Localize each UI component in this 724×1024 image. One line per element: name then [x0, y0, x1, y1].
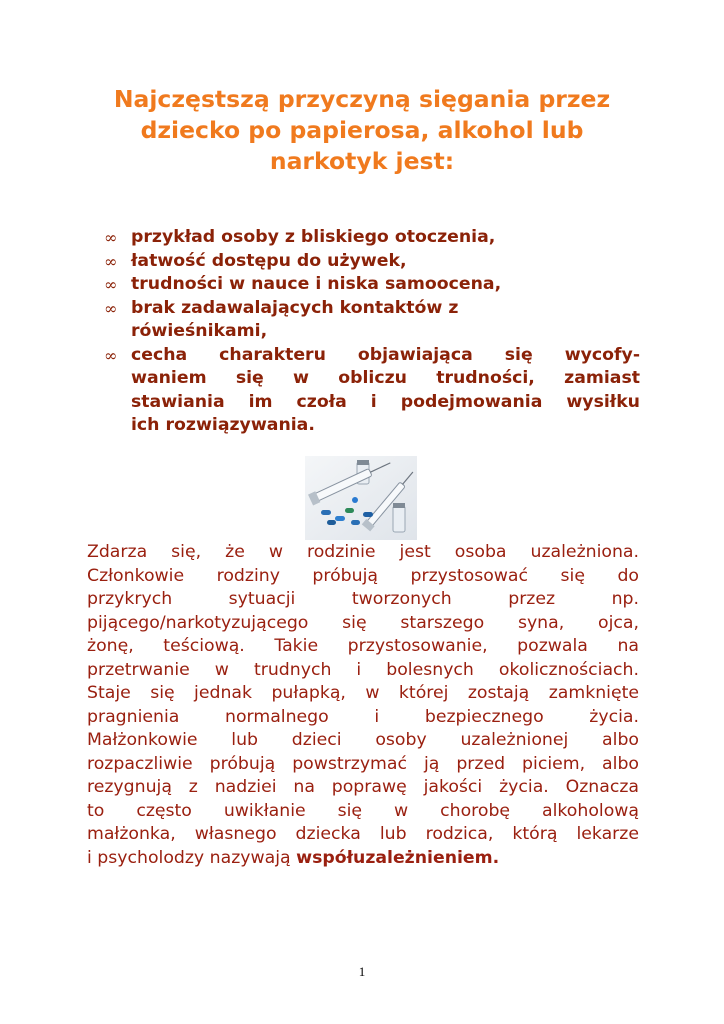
- paragraph-line: Zdarza się, że w rodzinie jest osoba uzależniona.: [87, 542, 639, 562]
- paragraph-line: żonę, teściową. Takie przystosowanie, pozwala na: [87, 636, 639, 656]
- list-item: [104, 344, 640, 438]
- paragraph-text: i psycholodzy nazywają: [87, 847, 297, 868]
- paragraph-last-line: [87, 847, 639, 871]
- list-item-text: cecha charakteru objawiająca się wycofy-: [131, 344, 640, 365]
- list-item-text: brak zadawalających kontaktów z: [131, 297, 459, 318]
- page-number: 1: [358, 964, 366, 979]
- infinity-bullet-icon: ∞: [104, 345, 118, 365]
- title-line: dziecko po papierosa, alkohol lub: [140, 116, 584, 144]
- body-paragraph: [87, 541, 639, 870]
- infinity-bullet-icon: ∞: [104, 298, 118, 318]
- title-line: Najczęstszą przyczyną sięgania przez: [113, 85, 611, 113]
- paragraph-line: Członkowie rodziny próbują przystosować się do: [87, 565, 639, 586]
- cause-list: [104, 226, 640, 438]
- paragraph-line: małżonka, własnego dziecka lub rodzica, którą lekarze: [87, 824, 639, 844]
- paragraph-line: pragnienia normalnego i bezpiecznego życia.: [87, 706, 639, 727]
- paragraph-line: przykrych sytuacji tworzonych przez np.: [87, 589, 639, 609]
- list-item-text: przykład osoby z bliskiego otoczenia,: [131, 227, 496, 247]
- paragraph-line: pijącego/narkotyzującego się starszego syna, ojca,: [87, 612, 639, 633]
- list-item-text: trudności w nauce i niska samoocena,: [131, 274, 502, 294]
- paragraph-line: Staje się jednak pułapką, w której zostają zamknięte: [87, 683, 639, 703]
- infinity-bullet-icon: ∞: [104, 228, 118, 247]
- highlighted-term: współuzależnieniem.: [296, 847, 500, 868]
- title-line: narkotyk jest:: [269, 147, 455, 175]
- syringes-and-pills-image: [305, 456, 417, 540]
- list-item: [104, 250, 640, 274]
- list-item: [104, 226, 640, 250]
- list-item-text: waniem się w obliczu trudności, zamiast: [131, 368, 640, 388]
- paragraph-line: Małżonkowie lub dzieci osoby uzależnionej albo: [87, 730, 639, 750]
- page-title: [90, 84, 634, 177]
- list-item: [104, 273, 640, 297]
- list-item: [104, 297, 640, 344]
- list-item-text: łatwość dostępu do używek,: [131, 250, 407, 271]
- paragraph-line: przetrwanie w trudnych i bolesnych okolicznościach.: [87, 659, 639, 680]
- paragraph-line: rezygnują z nadziei na poprawę jakości życia. Oznacza: [87, 777, 639, 797]
- infinity-bullet-icon: ∞: [104, 251, 118, 271]
- list-item-text: rówieśnikami,: [131, 321, 268, 341]
- paragraph-line: rozpaczliwie próbują powstrzymać ją przed piciem, albo: [87, 753, 639, 774]
- paragraph-line: to często uwikłanie się w chorobę alkoholową: [87, 800, 639, 821]
- list-item-text: ich rozwiązywania.: [131, 415, 315, 435]
- infinity-bullet-icon: ∞: [104, 275, 118, 294]
- list-item-text: stawiania im czoła i podejmowania wysiłku: [131, 391, 640, 412]
